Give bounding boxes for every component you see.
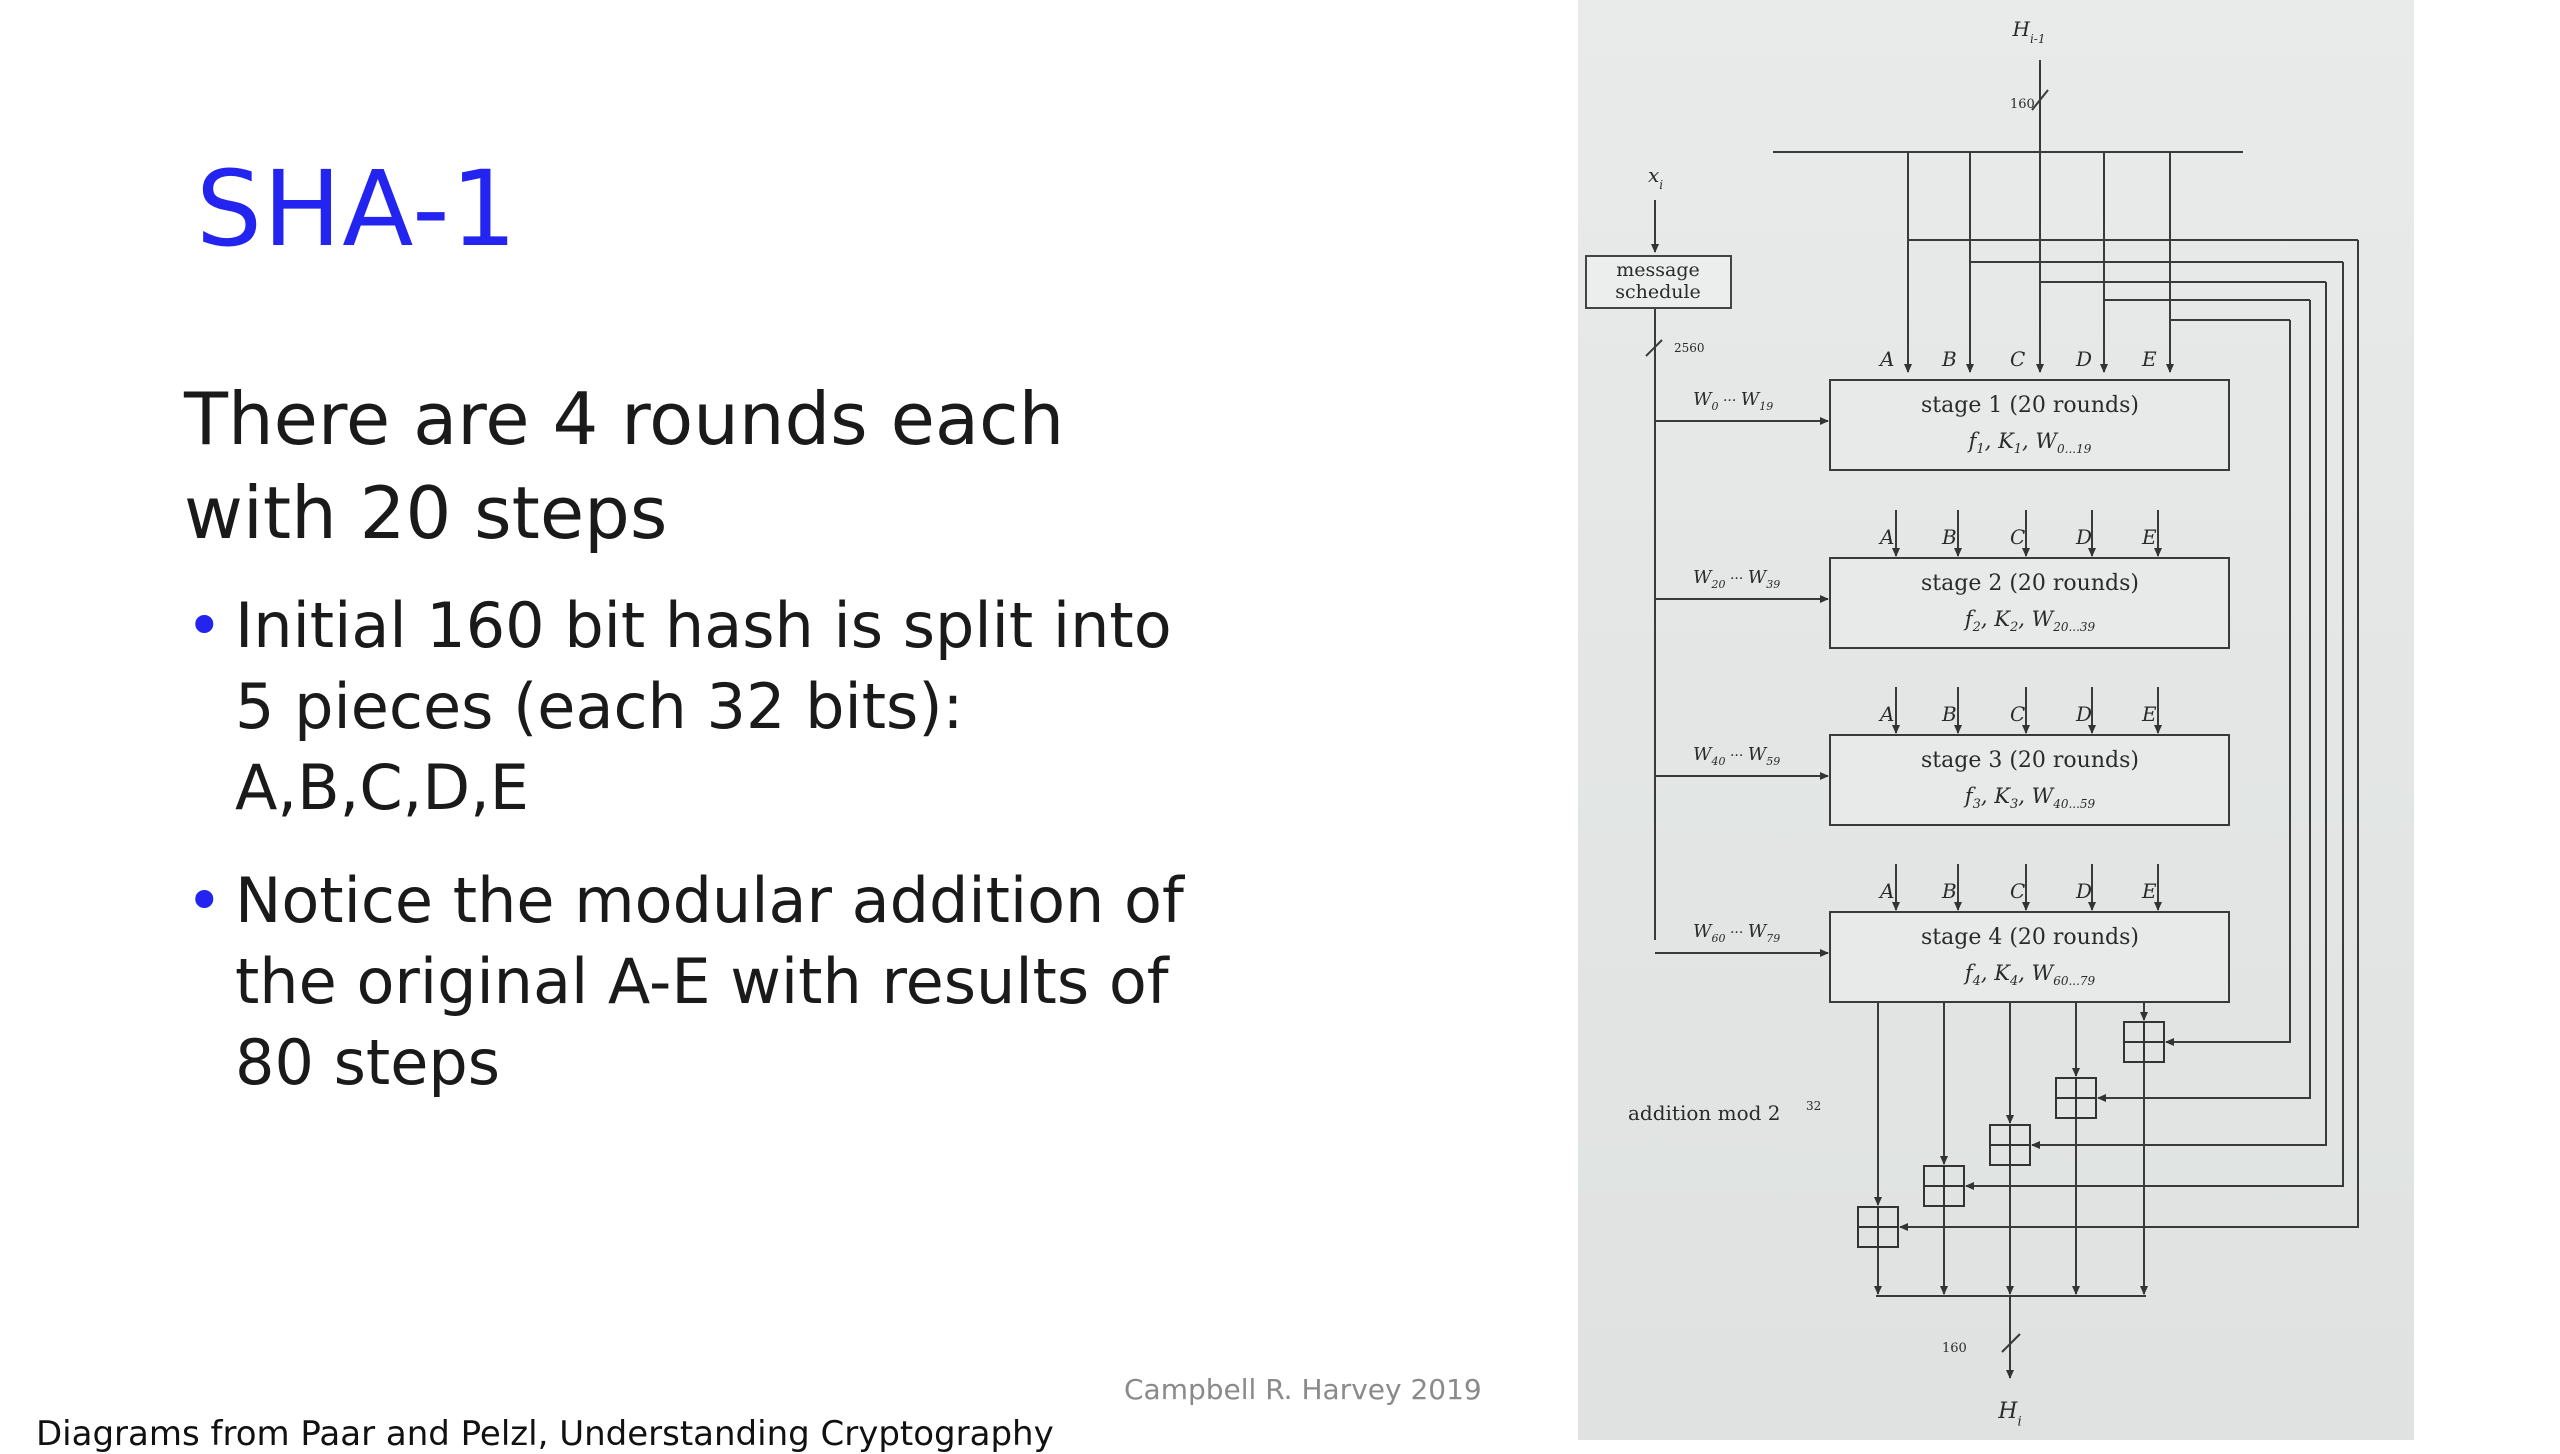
diagram-photo <box>1578 0 2414 1440</box>
stage-param-part: 1 <box>1976 442 1985 457</box>
stage-param-part: 3 <box>2009 797 2019 812</box>
stage-param-part: 4 <box>1972 974 1981 989</box>
stage-param-part: W <box>2031 607 2054 631</box>
input-bit-label: 160 <box>2010 97 2035 112</box>
stage-2-w-range <box>1693 567 1780 591</box>
register-label-B: B <box>1942 525 1957 549</box>
message-label-main: x <box>1648 163 1660 187</box>
stage-4-title: stage 4 (20 rounds) <box>1921 925 2139 950</box>
stage-param-part: 60...79 <box>2053 974 2096 988</box>
register-label-E: E <box>2142 525 2157 549</box>
register-label-C: C <box>2010 347 2026 371</box>
message-label <box>1648 163 1663 192</box>
register-label-C: C <box>2010 702 2026 726</box>
stage-1-title: stage 1 (20 rounds) <box>1921 393 2139 418</box>
output-hash-label-sub: i <box>2017 1414 2022 1430</box>
input-hash-label-sub: i-1 <box>2029 32 2046 46</box>
register-label-B: B <box>1942 879 1957 903</box>
stage-w-range-part: 60 <box>1711 932 1726 945</box>
stage-param-part: 40...59 <box>2053 797 2096 811</box>
stage-param-part: , <box>2018 961 2032 985</box>
stage-param-part: 4 <box>2009 974 2019 989</box>
stage-w-range-part: W <box>1740 389 1760 410</box>
register-label-E: E <box>2142 879 2157 903</box>
input-hash-label-main: H <box>2012 17 2030 41</box>
schedule-bit-label: 2560 <box>1674 341 1705 355</box>
stage-param-part: , <box>1980 607 1995 631</box>
stage-w-range-part: 39 <box>1766 578 1781 591</box>
author-credit: Campbell R. Harvey 2019 <box>1124 1373 1482 1406</box>
register-label-C: C <box>2010 525 2026 549</box>
slide-title: SHA-1 <box>196 148 518 270</box>
bullet-text: Initial 160 bit hash is split into 5 pieces (each 32 bits): A,B,C,D,E <box>235 589 1172 824</box>
bullet-icon: • <box>186 589 223 662</box>
stage-param-part: f <box>1964 961 1973 985</box>
diagram-connectors <box>1646 60 2358 1378</box>
output-hash-label-main: H <box>1998 1399 2018 1424</box>
stage-w-range-part: W <box>1693 921 1712 942</box>
sha1-diagram <box>1578 0 2414 1440</box>
source-citation: Diagrams from Paar and Pelzl, Understanding Cryptography <box>36 1414 1054 1454</box>
stage-w-range-part: ··· <box>1725 925 1748 941</box>
bullet-icon: • <box>186 864 223 937</box>
addition-mod-label: addition mod 2 <box>1628 1101 1781 1125</box>
stage-param-part: , <box>2018 784 2032 808</box>
register-label-D: D <box>2076 525 2093 549</box>
stage-param-part: 0...19 <box>2057 442 2092 456</box>
stage-4-w-range <box>1693 921 1780 945</box>
stage-w-range-part: W <box>1747 744 1767 765</box>
bullet-item <box>184 585 1184 828</box>
stage-param-part: K <box>1994 961 2010 985</box>
stage-param-part: 2 <box>1972 620 1981 635</box>
addition-mod-exponent: 32 <box>1806 1099 1822 1113</box>
register-label-E: E <box>2142 347 2157 371</box>
stage-w-range-part: W <box>1693 567 1712 588</box>
stage-param-part: , <box>2018 607 2032 631</box>
stage-w-range-part: ··· <box>1725 748 1748 764</box>
stage-param-part: f <box>1964 784 1973 808</box>
stage-param-part: K <box>1998 429 2014 453</box>
stage-w-range-part: ··· <box>1725 571 1748 587</box>
bullet-list <box>184 585 1184 1135</box>
stage-w-range-part: 0 <box>1711 400 1719 413</box>
stage-w-range-part: W <box>1693 389 1712 410</box>
stage-param-part: K <box>1994 607 2010 631</box>
stage-w-range-part: ··· <box>1718 393 1741 409</box>
message-schedule-label: schedule <box>1615 281 1701 303</box>
stage-param-part: , <box>1980 784 1995 808</box>
stage-w-range-part: W <box>1693 744 1712 765</box>
input-hash-label <box>2012 17 2046 46</box>
stage-param-part: 2 <box>2009 620 2019 635</box>
stage-param-part: 1 <box>2013 442 2023 457</box>
message-label-sub: i <box>1659 178 1664 192</box>
lead-text: There are 4 rounds each with 20 steps <box>184 377 1065 555</box>
register-label-C: C <box>2010 879 2026 903</box>
stage-param-part: W <box>2031 784 2054 808</box>
bullet-item <box>184 860 1184 1103</box>
register-label-A: A <box>1880 525 1895 549</box>
stage-param-part: , <box>1984 429 1999 453</box>
stage-param-part: 3 <box>1972 797 1981 812</box>
stage-param-part: K <box>1994 784 2010 808</box>
stage-3-w-range <box>1693 744 1780 768</box>
register-label-D: D <box>2076 879 2093 903</box>
stage-w-range-part: W <box>1747 921 1767 942</box>
register-label-D: D <box>2076 702 2093 726</box>
stage-3-title: stage 3 (20 rounds) <box>1921 748 2139 773</box>
stage-param-part: 20...39 <box>2053 620 2096 634</box>
register-label-A: A <box>1880 347 1895 371</box>
stage-param-part: f <box>1964 607 1973 631</box>
register-label-A: A <box>1880 702 1895 726</box>
output-bit-label: 160 <box>1942 1341 1967 1356</box>
stage-w-range-part: 79 <box>1766 932 1781 945</box>
stage-param-part: , <box>2022 429 2036 453</box>
stage-param-part: , <box>1980 961 1995 985</box>
register-label-A: A <box>1880 879 1895 903</box>
register-label-B: B <box>1942 702 1957 726</box>
stage-w-range-part: 59 <box>1766 755 1781 768</box>
stage-w-range-part: W <box>1747 567 1767 588</box>
stage-w-range-part: 40 <box>1711 755 1726 768</box>
message-schedule-label: message <box>1616 259 1700 281</box>
register-label-B: B <box>1942 347 1957 371</box>
register-label-D: D <box>2076 347 2093 371</box>
bullet-text: Notice the modular addition of the original A-E with results of 80 steps <box>235 864 1184 1099</box>
stage-w-range-part: 19 <box>1759 400 1774 413</box>
stage-param-part: f <box>1968 429 1977 453</box>
stage-param-part: W <box>2031 961 2054 985</box>
stage-1-w-range <box>1693 389 1773 413</box>
stage-param-part: W <box>2035 429 2057 453</box>
register-label-E: E <box>2142 702 2157 726</box>
stage-2-title: stage 2 (20 rounds) <box>1921 571 2139 596</box>
output-hash-label <box>1997 1399 2021 1430</box>
stage-w-range-part: 20 <box>1711 578 1726 591</box>
